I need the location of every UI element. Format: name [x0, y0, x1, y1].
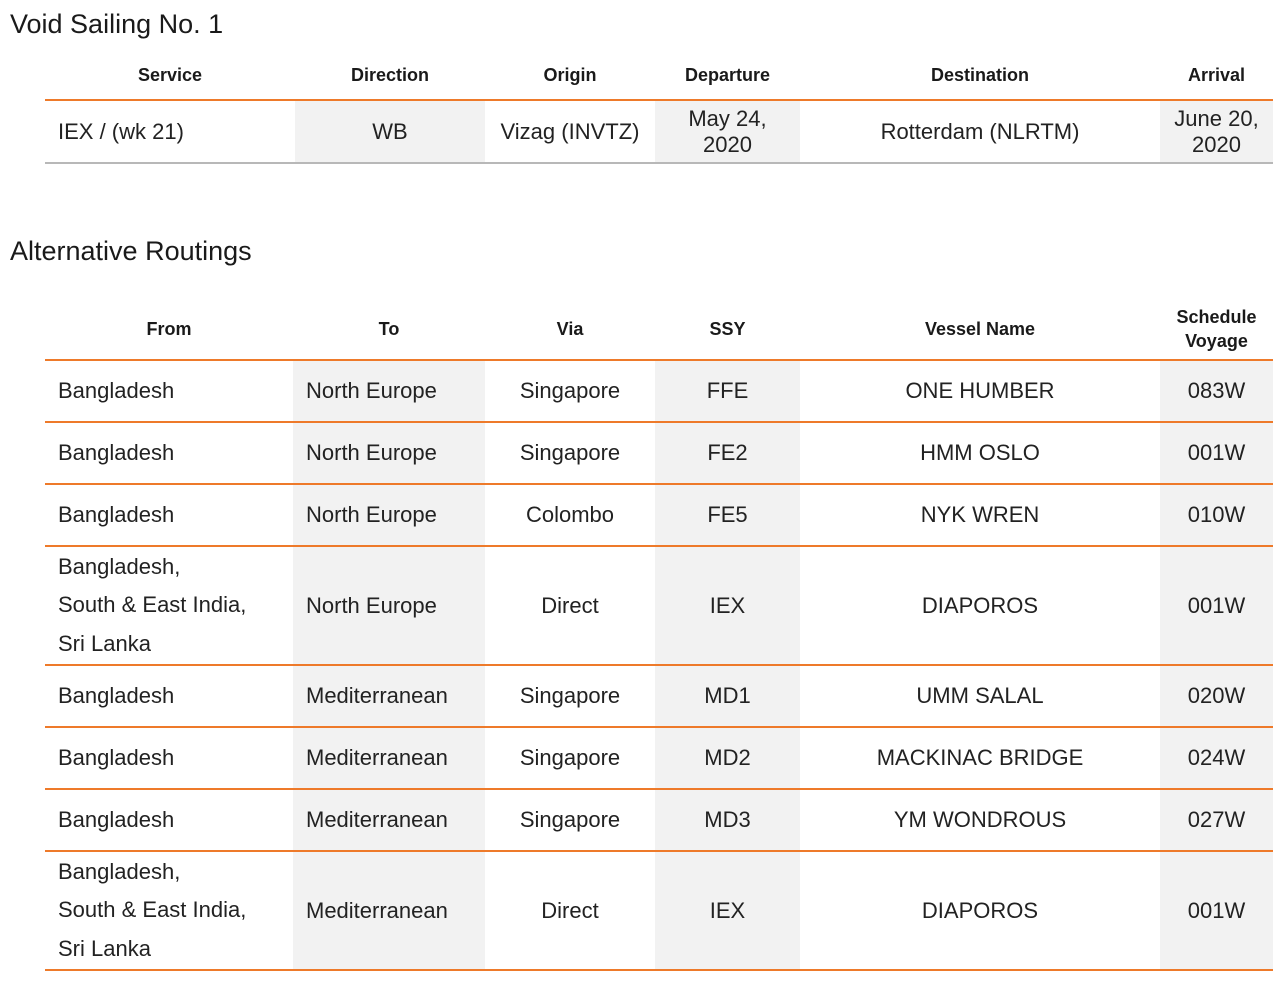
cell-departure	[655, 100, 800, 163]
table-row	[45, 546, 1273, 665]
header-schedule-line-2: Voyage	[1185, 330, 1248, 351]
cell-destination: Rotterdam (NLRTM)	[800, 100, 1160, 163]
cell-ssy: MD1	[655, 665, 800, 727]
cell-vessel-name: UMM SALAL	[800, 665, 1160, 727]
header-schedule-voyage	[1160, 298, 1273, 360]
cell-from	[45, 665, 293, 727]
from-line: Bangladesh	[58, 440, 175, 465]
table-row	[45, 360, 1273, 422]
cell-direction: WB	[295, 100, 485, 163]
cell-to: North Europe	[293, 422, 485, 484]
void-sailing-header-row	[45, 50, 1273, 100]
cell-ssy: IEX	[655, 546, 800, 665]
cell-from	[45, 789, 293, 851]
header-ssy: SSY	[655, 298, 800, 360]
cell-vessel-name: MACKINAC BRIDGE	[800, 727, 1160, 789]
header-via: Via	[485, 298, 655, 360]
alternative-routings-header-row	[45, 298, 1273, 360]
header-vessel-name: Vessel Name	[800, 298, 1160, 360]
cell-schedule-voyage: 010W	[1160, 484, 1273, 546]
alternative-routings-title: Alternative Routings	[10, 236, 252, 266]
from-line: South & East India,	[58, 897, 247, 923]
table-row	[45, 422, 1273, 484]
header-origin: Origin	[485, 50, 655, 100]
cell-via: Singapore	[485, 665, 655, 727]
arrival-line-2: 2020	[1192, 131, 1241, 157]
cell-from	[45, 360, 293, 422]
cell-schedule-voyage: 001W	[1160, 422, 1273, 484]
cell-ssy: FE5	[655, 484, 800, 546]
table-row	[45, 484, 1273, 546]
from-line: Bangladesh	[58, 502, 175, 527]
void-sailing-title: Void Sailing No. 1	[10, 9, 224, 39]
table-row	[45, 789, 1273, 851]
table-row	[45, 727, 1273, 789]
cell-schedule-voyage: 083W	[1160, 360, 1273, 422]
arrival-line-1: June 20,	[1174, 105, 1259, 131]
header-destination: Destination	[800, 50, 1160, 100]
table-row	[45, 665, 1273, 727]
cell-vessel-name: DIAPOROS	[800, 546, 1160, 665]
cell-arrival	[1160, 100, 1273, 163]
cell-to: Mediterranean	[293, 851, 485, 970]
from-line: Bangladesh	[58, 378, 175, 403]
cell-ssy: IEX	[655, 851, 800, 970]
cell-vessel-name: NYK WREN	[800, 484, 1160, 546]
cell-schedule-voyage: 027W	[1160, 789, 1273, 851]
cell-to: Mediterranean	[293, 727, 485, 789]
cell-ssy: MD3	[655, 789, 800, 851]
from-line: Bangladesh,	[58, 858, 181, 884]
cell-vessel-name: ONE HUMBER	[800, 360, 1160, 422]
cell-via: Direct	[485, 546, 655, 665]
header-service: Service	[45, 50, 295, 100]
cell-ssy: FFE	[655, 360, 800, 422]
departure-line-1: May 24,	[688, 105, 767, 131]
cell-via: Singapore	[485, 789, 655, 851]
from-line: Sri Lanka	[58, 630, 151, 656]
header-direction: Direction	[295, 50, 485, 100]
cell-to: North Europe	[293, 546, 485, 665]
cell-schedule-voyage: 001W	[1160, 851, 1273, 970]
cell-via: Singapore	[485, 727, 655, 789]
cell-schedule-voyage: 001W	[1160, 546, 1273, 665]
from-line: Bangladesh	[58, 683, 175, 708]
cell-schedule-voyage: 024W	[1160, 727, 1273, 789]
cell-via: Direct	[485, 851, 655, 970]
cell-vessel-name: YM WONDROUS	[800, 789, 1160, 851]
header-arrival: Arrival	[1160, 50, 1273, 100]
from-line: Bangladesh	[58, 745, 175, 770]
cell-from	[45, 422, 293, 484]
cell-to: Mediterranean	[293, 665, 485, 727]
from-line: Sri Lanka	[58, 935, 151, 961]
cell-from	[45, 484, 293, 546]
cell-service: IEX / (wk 21)	[45, 100, 295, 163]
cell-via: Singapore	[485, 422, 655, 484]
cell-to: Mediterranean	[293, 789, 485, 851]
cell-to: North Europe	[293, 484, 485, 546]
cell-via: Colombo	[485, 484, 655, 546]
cell-ssy: FE2	[655, 422, 800, 484]
cell-to: North Europe	[293, 360, 485, 422]
void-sailing-table	[45, 50, 1273, 164]
from-line: Bangladesh,	[58, 553, 181, 579]
alternative-routings-table	[45, 298, 1273, 971]
cell-from	[45, 851, 293, 970]
cell-from	[45, 727, 293, 789]
table-row	[45, 851, 1273, 970]
header-from: From	[45, 298, 293, 360]
cell-schedule-voyage: 020W	[1160, 665, 1273, 727]
from-line: Bangladesh	[58, 807, 175, 832]
cell-origin: Vizag (INVTZ)	[485, 100, 655, 163]
void-sailing-row	[45, 100, 1273, 163]
header-to: To	[293, 298, 485, 360]
departure-line-2: 2020	[703, 131, 752, 157]
header-schedule-line-1: Schedule	[1176, 306, 1257, 327]
cell-vessel-name: DIAPOROS	[800, 851, 1160, 970]
cell-from	[45, 546, 293, 665]
cell-via: Singapore	[485, 360, 655, 422]
header-departure: Departure	[655, 50, 800, 100]
cell-vessel-name: HMM OSLO	[800, 422, 1160, 484]
from-line: South & East India,	[58, 592, 247, 618]
cell-ssy: MD2	[655, 727, 800, 789]
